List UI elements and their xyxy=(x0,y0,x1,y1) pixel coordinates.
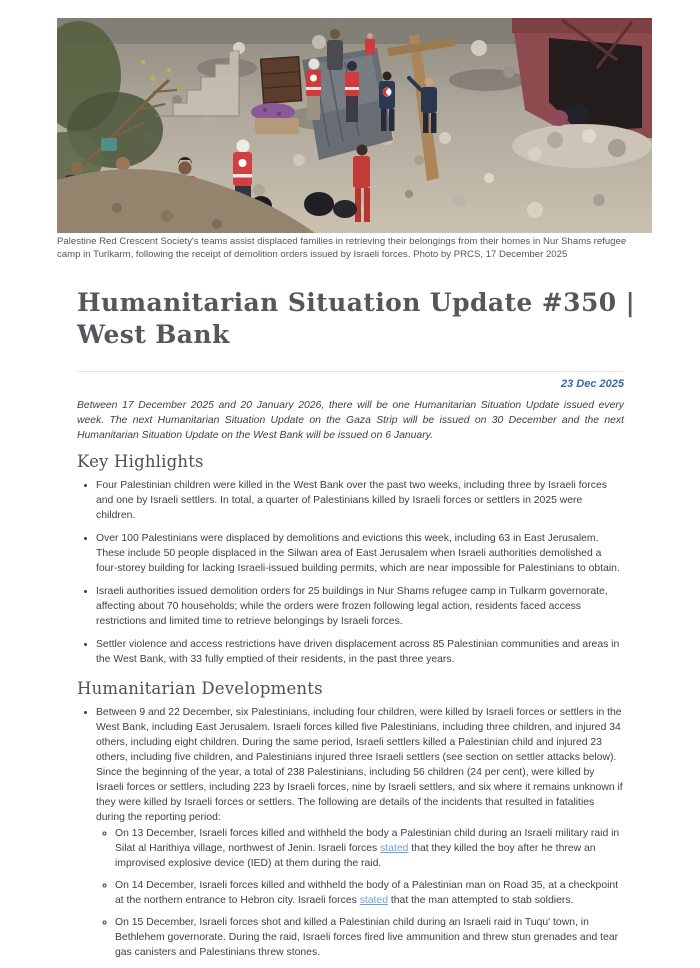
mattress-bundle xyxy=(251,103,299,134)
publish-date: 23 Dec 2025 xyxy=(561,377,624,390)
incident-text: that the man attempted to stab soldiers. xyxy=(388,894,574,906)
demolished-building xyxy=(512,18,652,168)
list-item: • Four Palestinian children were killed in the West Bank over the past two weeks, including three by Israeli forces and one by Israeli settlers. In total, a quarter of Palestinians killed by Israeli forces or settlers in 2025 were children. xyxy=(96,478,624,523)
incident-text: On 13 December, Israeli forces killed and withheld the body a Palestinian child during an Israeli military raid in Silat al Harithiya village, northwest of Jenin. Israeli forces xyxy=(115,827,620,854)
article-content xyxy=(57,235,649,968)
incident-text: On 14 December, Israeli forces killed and withheld the body of a Palestinian man on Road 35, at a checkpoint at the northern entrance to Hebron city. Israeli forces xyxy=(115,879,619,906)
developments-lead: Between 9 and 22 December, six Palestinians, including four children, were killed by Israeli forces or settlers in the West Bank, including East Jerusalem. Israeli forces killed five Palestinians, including three children, and injured 34 others, including eight children. During the same period, Israeli settlers killed a Palestinian child and injured 23 others, including five children, and Palestinians injured three Israeli settlers (see section on settler attacks below). Since the beginning of the year, a total of 238 Palestinians, including 56 children (24 per cent), were killed by Israeli forces or settlers, including 223 by Israeli forces, nine by Israeli settlers, and six where it remains unknown if they were killed by Israeli forces or settlers. The following are details of the incidents that resulted in fatalities during the reporting period: xyxy=(96,706,623,823)
developments-list xyxy=(77,705,624,960)
incident-text: that they killed the boy after he threw an improvised explosive device (IED) at them during the raid. xyxy=(115,842,596,869)
divider xyxy=(77,371,624,372)
incident-text: On 15 December, Israeli forces shot and killed a Palestinian child during an Israeli raid in Tuqu' town, in Bethlehem governorate. During the raid, Israeli forces fired live ammunition and threw stun grenades and tear gas canisters and Palestinians threw stones. xyxy=(115,916,619,958)
key-highlights-list xyxy=(77,478,624,667)
incident-item xyxy=(115,915,624,960)
intro-note: Between 17 December 2025 and 20 January 2026, there will be one Humanitarian Situation Update issued every week. The next Humanitarian Situation Update on the Gaza Strip will be issued on 30 December and the next Humanitarian Situation Update on the West Bank will be issued on 6 January. xyxy=(77,399,624,441)
stated-link[interactable]: stated xyxy=(380,842,409,854)
list-item: • Settler violence and access restrictions have driven displacement across 85 Palestinian communities and areas in the West Bank, with 33 fully emptied of their residents, in the past three years. xyxy=(96,637,624,667)
dresser-furniture xyxy=(261,57,302,104)
hero-photo xyxy=(57,18,652,233)
section-heading-developments: Humanitarian Developments xyxy=(77,678,323,698)
incident-item xyxy=(115,878,624,908)
incidents-list xyxy=(96,826,624,960)
section-heading-key-highlights: Key Highlights xyxy=(77,451,204,471)
stated-link[interactable]: stated xyxy=(359,894,388,906)
list-item: • Israeli authorities issued demolition orders for 25 buildings in Nur Shams refugee camp in Tulkarm governorate, affecting about 70 households; while the orders were frozen following legal action, residents faced access restrictions and limited time to retrieve belongings by Israeli forces. xyxy=(96,584,624,629)
list-item xyxy=(96,705,624,960)
rubble-scene-illustration xyxy=(57,18,652,233)
page-title: Humanitarian Situation Update #350 | West Bank xyxy=(77,287,636,349)
incident-item xyxy=(115,826,624,871)
list-item: • Over 100 Palestinians were displaced by demolitions and evictions this week, including 63 in East Jerusalem. These include 50 people displaced in the Silwan area of East Jerusalem when Israeli authorities demolished a four-storey building for lacking Israeli-issued building permits, which are near impossible for Palestinians to obtain. xyxy=(96,531,624,576)
photo-caption: Palestine Red Crescent Society's teams assist displaced families in retrieving their belongings from their homes in Nur Shams refugee camp in Turlkarm, following the receipt of demolition orders issued by Israeli forces. Photo by PRCS, 17 December 2025 xyxy=(57,236,627,261)
